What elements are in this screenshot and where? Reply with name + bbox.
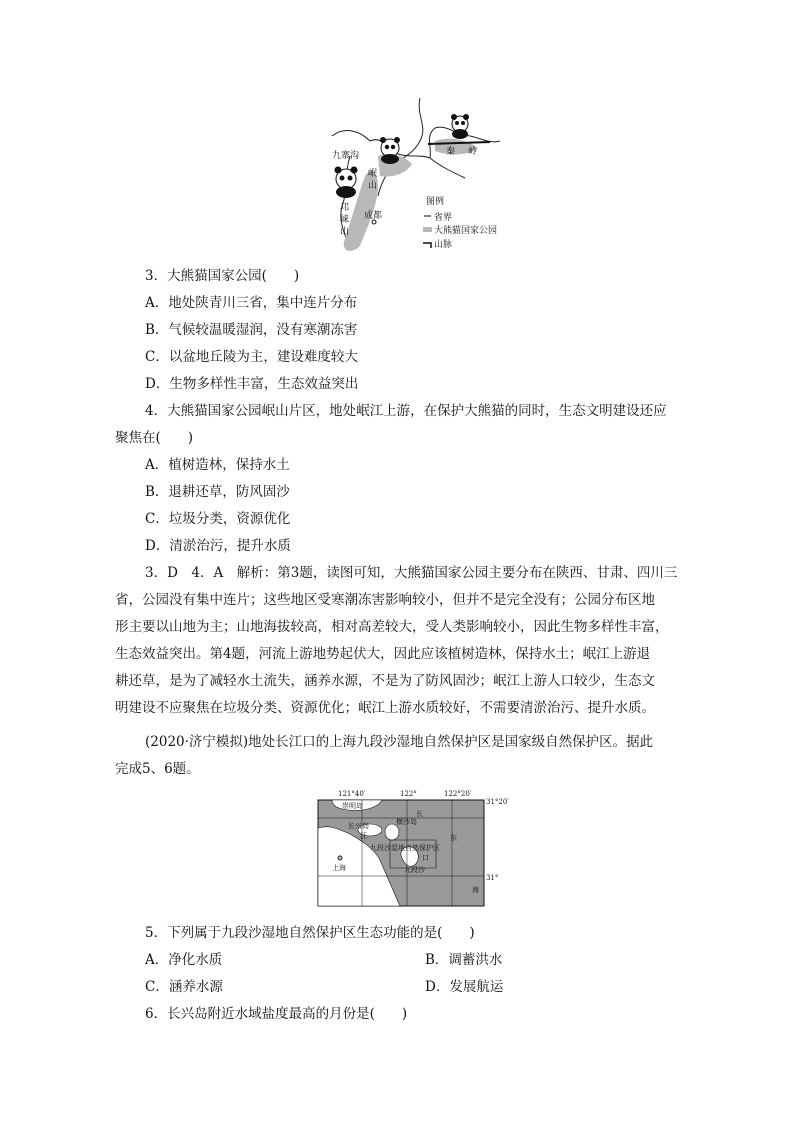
lon-tick-1: 121°40′ xyxy=(338,790,366,798)
panda-icon xyxy=(335,167,358,199)
reserve-label: 九段沙湿地自然保护区 xyxy=(370,844,440,852)
panda-icon xyxy=(380,137,400,164)
answer-line-3: 形主要以山地为主；山地海拔较高，相对高差较大，受人类影响较小，因此生物多样性丰富， xyxy=(115,619,669,635)
q5-stem: 5．下列属于九段沙湿地自然保护区生态功能的是( ) xyxy=(145,925,475,941)
chengdu-label: 成都 xyxy=(364,211,383,221)
qionglai-label-1: 邛 xyxy=(340,203,350,213)
chang-label: 长 xyxy=(416,810,423,818)
q3-option-d: D．生物多样性丰富，生态效益突出 xyxy=(145,376,359,392)
q4-stem-line2: 聚焦在( ) xyxy=(115,430,194,446)
q5-option-d: D．发展航运 xyxy=(425,979,504,995)
map-legend xyxy=(423,195,497,250)
lat-tick-1: 31°20′ xyxy=(486,798,509,806)
q4-option-a: A．植树造林，保持水土 xyxy=(145,457,290,473)
chongming-label: 崇明岛 xyxy=(342,802,363,810)
answer-line-4: 生态效益突出。第4题，河流上游地势起伏大，因此应该植树造林，保持水土；岷江上游退 xyxy=(115,646,651,662)
jiang-label: 江 xyxy=(360,832,367,840)
q3-stem: 3．大熊猫国家公园( ) xyxy=(145,268,300,284)
answer-line-6: 明建设不应聚焦在垃圾分类、资源优化；岷江上游水质较好，不需要清淤治污、提升水质。 xyxy=(115,700,655,716)
panda-park-map xyxy=(320,96,520,261)
lon-tick-3: 122°20′ xyxy=(444,790,472,798)
legend-mountain: 山脉 xyxy=(434,240,453,250)
jiuduansha-label: 九段沙 xyxy=(404,866,425,874)
qinling-label-1: 秦 xyxy=(446,147,456,157)
answer-line-1: 3．D 4．A 解析：第3题，读图可知，大熊猫国家公园主要分布在陕西、甘肃、四川三 xyxy=(145,565,678,581)
intro-line1: (2020·济宁模拟)地处长江口的上海九段沙湿地自然保护区是国家级自然保护区。据此 xyxy=(145,734,654,750)
changxing-label: 长兴岛 xyxy=(348,822,369,830)
q4-option-c: C．垃圾分类，资源优化 xyxy=(145,511,291,527)
intro-line2: 完成5、6题。 xyxy=(115,761,200,777)
lat-tick-2: 31° xyxy=(486,874,499,882)
q4-stem-line1: 4．大熊猫国家公园岷山片区，地处岷江上游，在保护大熊猫的同时，生态文明建设还应 xyxy=(145,403,667,419)
q5-option-c: C．涵养水源 xyxy=(145,979,223,995)
jiuduansha-map xyxy=(312,788,509,910)
hengsha-island xyxy=(385,824,399,840)
minshan-label-1: 岷 xyxy=(368,169,378,179)
hai-label: 海 xyxy=(472,886,479,894)
panda-icon xyxy=(451,114,469,139)
qinling-label-2: 岭 xyxy=(468,147,478,157)
lon-tick-2: 122° xyxy=(400,790,417,798)
qionglai-label-3: 山 xyxy=(340,227,350,237)
q3-option-b: B．气候较温暖湿润，没有寒潮冻害 xyxy=(145,322,358,338)
jiuzhaigou-label: 九寨沟 xyxy=(332,151,360,161)
q4-option-d: D．清淤治污，提升水质 xyxy=(145,538,291,554)
legend-title: 图例 xyxy=(426,197,445,207)
legend-boundary: 省界 xyxy=(434,213,453,223)
minshan-label-2: 山 xyxy=(368,181,378,191)
hengsha-label: 横沙岛 xyxy=(396,818,417,826)
qionglai-label-2: 崃 xyxy=(340,215,350,225)
answer-line-2: 省，公园没有集中连片；这些地区受寒潮冻害影响较小，但并不是完全没有；公园分布区地 xyxy=(115,592,655,608)
q6-stem: 6．长兴岛附近水域盐度最高的月份是( ) xyxy=(145,1006,408,1022)
dong-label: 东 xyxy=(450,834,457,842)
q3-option-c: C．以盆地丘陵为主，建设难度较大 xyxy=(145,349,358,365)
q3-option-a: A．地处陕青川三省，集中连片分布 xyxy=(145,295,358,311)
shanghai-label: 上海 xyxy=(332,864,346,872)
q5-option-b: B．调蓄洪水 xyxy=(425,952,503,968)
q5-option-a: A．净化水质 xyxy=(145,952,223,968)
answer-line-5: 耕还草，是为了减轻水土流失，涵养水源，不是为了防风固沙；岷江上游人口较少，生态文 xyxy=(115,673,655,689)
kou-label: 口 xyxy=(422,854,429,862)
q4-option-b: B．退耕还草，防风固沙 xyxy=(145,484,290,500)
legend-park: 大熊猫国家公园 xyxy=(434,226,498,236)
